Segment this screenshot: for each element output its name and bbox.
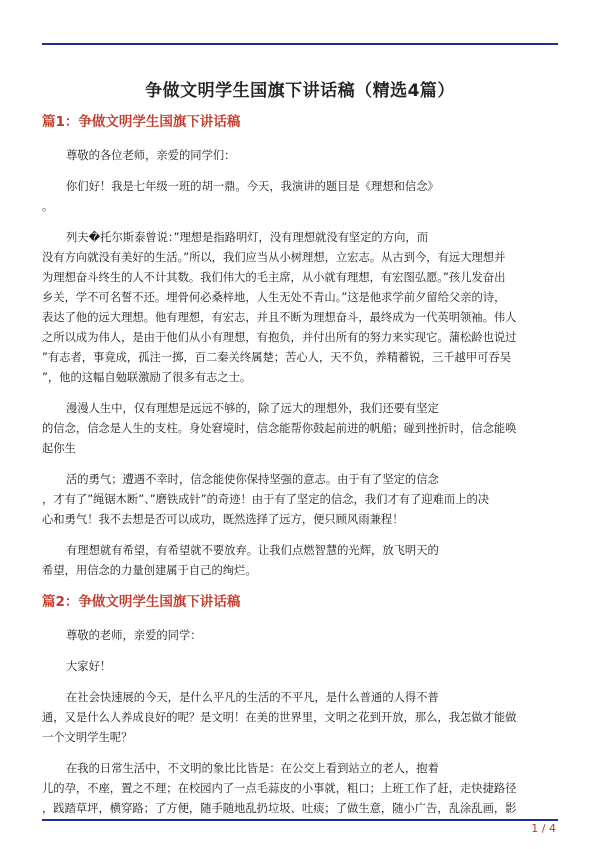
paragraph-line: ，践踏草坪，横穿路；了方便，随手随地乱扔垃圾、吐痰；了做生意，随小广告，乱涂乱画，影	[42, 802, 517, 815]
paragraph-line: 起你生	[42, 442, 76, 455]
paragraph	[42, 688, 558, 748]
paragraph-line: 乡关，学不可名誓不还。埋骨何必桑梓地，人生无处不青山。”这是他求学前夕留给父亲的诗，	[42, 291, 506, 304]
paragraph-line: 尊敬的老师，亲爱的同学：	[66, 629, 202, 642]
document-title: 争做文明学生国旗下讲话稿（精选4篇）	[145, 81, 455, 101]
paragraph-line: 希望，用信念的力量创建属于自己的绚烂。	[42, 564, 257, 577]
paragraph-line: 尊敬的各位老师，亲爱的同学们：	[66, 149, 236, 162]
paragraph	[42, 470, 558, 530]
paragraph-line: 通，又是什么人养成良好的呢？是文明！在美的世界里，文明之花到开放，那么，我怎做才能做	[42, 711, 517, 724]
paragraph-line: 没有方向就没有美好的生活。”所以，我们应当从小树理想，立宏志。从古到今，有远大理想并	[42, 251, 506, 264]
paragraph-line: 活的勇气；遭遇不幸时，信念能使你保持坚强的意志。由于有了坚定的信念	[66, 473, 439, 486]
paragraph	[42, 626, 558, 646]
paragraph-line: 的信念，信念是人生的支柱。身处窘境时，信念能帮你鼓起前进的帆船；碰到挫折时，信念能唤	[42, 422, 517, 435]
paragraph	[42, 177, 558, 217]
paragraph-line: ”有志者，事竟成，孤注一掷，百二秦关终属楚；苦心人，天不负，养精蓄锐，三千越甲可吞吴	[42, 351, 512, 364]
paragraph-line: 漫漫人生中，仅有理想是远远不够的，除了远大的理想外，我们还要有坚定	[66, 402, 439, 415]
footer-rule	[42, 819, 558, 821]
paragraph-line: 大家好！	[66, 660, 112, 673]
paragraph-line: ”，他的这幅自勉联激励了很多有志之士。	[42, 371, 252, 384]
paragraph	[42, 399, 558, 459]
page-number: 1 / 4	[531, 822, 556, 835]
paragraph-line: 有理想就有希望，有希望就不要放弃。让我们点燃智慧的光辉，放飞明天的	[66, 544, 439, 557]
paragraph-line: 儿的孕，不座，置之不理；在校园内了一点毛蒜皮的小事就，粗口；上班工作了赶，走快捷路径	[42, 782, 517, 795]
paragraph-line: 在我的日常生活中，不文明的象比比皆是：在公交上看到站立的老人，抱着	[66, 762, 439, 775]
paragraph	[42, 228, 558, 388]
paragraph	[42, 759, 558, 819]
paragraph-line: 之所以成为伟人，是由于他们从小有理想，有抱负，并付出所有的努力来实现它。蒲松龄也说过	[42, 331, 517, 344]
header-rule	[42, 43, 558, 45]
section-heading: 篇2：争做文明学生国旗下讲话稿	[42, 594, 241, 610]
paragraph-line: 你们好！我是七年级一班的胡一鼎。今天，我演讲的题目是《理想和信念》	[66, 180, 439, 193]
paragraph-line: 心和勇气！我不去想是否可以成功，既然选择了远方，便只顾风雨兼程！	[42, 513, 404, 526]
paragraph-line: 列夫�托尔斯泰曾说：”理想是指路明灯，没有理想就没有坚定的方向，而	[66, 231, 428, 244]
paragraph-line: 一个文明学生呢？	[42, 731, 133, 744]
paragraph-line: 为理想奋斗终生的人不计其数。我们伟大的毛主席，从小就有理想，有宏图弘愿。”孩儿发奋出	[42, 271, 506, 284]
section-heading: 篇1：争做文明学生国旗下讲话稿	[42, 114, 241, 130]
paragraph	[42, 657, 558, 677]
paragraph	[42, 146, 558, 166]
paragraph-line: 。	[42, 200, 54, 213]
paragraph	[42, 541, 558, 581]
paragraph-line: ，才有了”绳锯木断”、”磨铁成针”的奇迹！由于有了坚定的信念，我们才有了迎难而上的决	[42, 493, 490, 506]
paragraph-line: 表达了他的远大理想。他有理想，有宏志，并且不断为理想奋斗，最终成为一代英明领袖。伟人	[42, 311, 517, 324]
document-body	[42, 112, 558, 830]
paragraph-line: 在社会快速展的今天，是什么平凡的生活的不平凡，是什么普通的人得不普	[66, 691, 439, 704]
